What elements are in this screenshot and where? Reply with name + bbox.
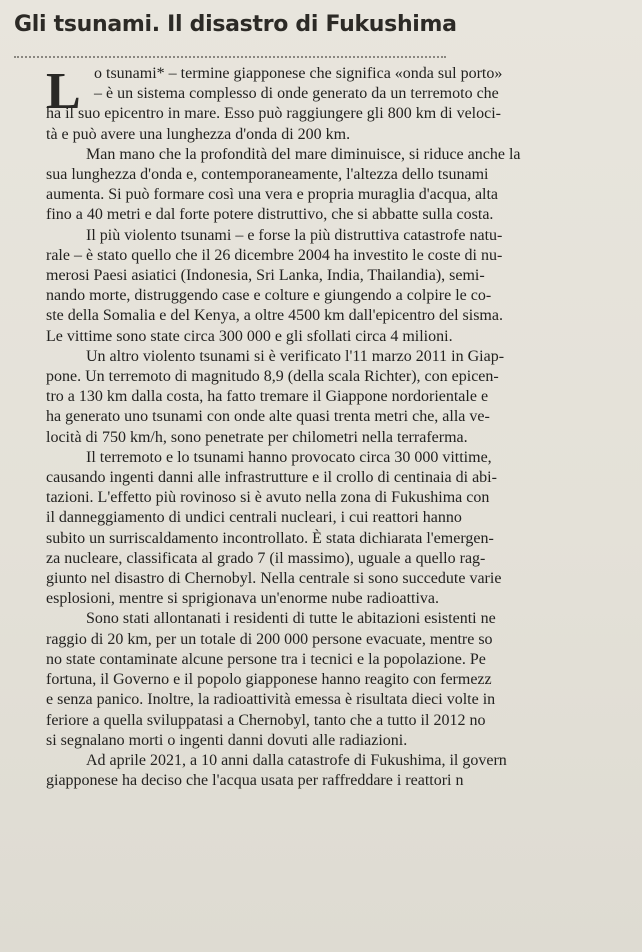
text-line: ha il suo epicentro in mare. Esso può raggiungere gli 800 km di veloci- xyxy=(46,105,501,123)
text-line: Un altro violento tsunami si è verificato l'11 marzo 2011 in Giap- xyxy=(86,347,505,365)
text-line: Man mano che la profondità del mare diminuisce, si riduce anche la xyxy=(86,145,521,163)
text-line: causando ingenti danni alle infrastrutture e il crollo di centinaia di abi- xyxy=(46,469,497,487)
text-line: za nucleare, classificata al grado 7 (il massimo), uguale a quello rag- xyxy=(46,549,486,567)
text-line: sua lunghezza d'onda e, contemporaneamente, l'altezza dello tsunami xyxy=(46,166,489,184)
text-line: esplosioni, mentre si sprigionava un'enorme nube radioattiva. xyxy=(46,590,440,608)
text-line: Sono stati allontanati i residenti di tutte le abitazioni esistenti ne xyxy=(86,610,496,628)
text-line: Ad aprile 2021, a 10 anni dalla catastrofe di Fukushima, il govern xyxy=(86,751,507,769)
text-line: merosi Paesi asiatici (Indonesia, Sri Lanka, India, Thailandia), semi- xyxy=(46,267,485,285)
text-line: il danneggiamento di undici centrali nucleari, i cui reattori hanno xyxy=(46,509,462,527)
text-line: tà e può avere una lunghezza d'onda di 200 km. xyxy=(46,125,351,143)
text-line: e senza panico. Inoltre, la radioattività emessa è risultata dieci volte in xyxy=(46,691,496,709)
text-line: pone. Un terremoto di magnitudo 8,9 (della scala Richter), con epicen- xyxy=(46,368,499,386)
title-divider xyxy=(14,56,446,58)
drop-cap: L xyxy=(46,63,81,120)
article-body xyxy=(46,64,624,791)
text-line: ste della Somalia e del Kenya, a oltre 4500 km dall'epicentro del sisma. xyxy=(46,307,503,325)
text-line: no state contaminate alcune persone tra i tecnici e la popolazione. Pe xyxy=(46,650,486,668)
text-line: fino a 40 metri e dal forte potere distruttivo, che si abbatte sulla costa. xyxy=(46,206,494,224)
text-line: subito un surriscaldamento incontrollato. È stata dichiarata l'emergen- xyxy=(46,529,494,547)
text-line: aumenta. Si può formare così una vera e propria muraglia d'acqua, alta xyxy=(46,186,499,204)
text-line: – è un sistema complesso di onde generato da un terremoto che xyxy=(94,85,499,103)
text-line: tro a 130 km dalla costa, ha fatto tremare il Giappone nordorientale e xyxy=(46,388,489,406)
text-line: rale – è stato quello che il 26 dicembre 2004 ha investito le coste di nu- xyxy=(46,246,503,264)
text-line: tazioni. L'effetto più rovinoso si è avuto nella zona di Fukushima con xyxy=(46,489,490,507)
text-line: si segnalano morti o ingenti danni dovuti alle radiazioni. xyxy=(46,731,408,749)
text-line: Il terremoto e lo tsunami hanno provocato circa 30 000 vittime, xyxy=(86,448,492,466)
text-line: giunto nel disastro di Chernobyl. Nella centrale si sono succedute varie xyxy=(46,570,502,588)
text-line: giapponese ha deciso che l'acqua usata per raffreddare i reattori n xyxy=(46,772,464,790)
text-line: fortuna, il Governo e il popolo giapponese hanno reagito con fermezz xyxy=(46,671,492,689)
text-line: locità di 750 km/h, sono penetrate per chilometri nella terraferma. xyxy=(46,428,468,446)
text-line: raggio di 20 km, per un totale di 200 000 persone evacuate, mentre so xyxy=(46,630,493,648)
text-line: o tsunami* – termine giapponese che significa «onda sul porto» xyxy=(94,65,503,82)
text-line: feriore a quella sviluppatasi a Chernobyl, tanto che a tutto il 2012 no xyxy=(46,711,486,729)
document-title: Gli tsunami. Il disastro di Fukushima xyxy=(14,12,457,37)
text-line: ha generato uno tsunami con onde alte quasi trenta metri che, alla ve- xyxy=(46,408,490,426)
text-line: Il più violento tsunami – e forse la più distruttiva catastrofe natu- xyxy=(86,226,503,244)
text-line: Le vittime sono state circa 300 000 e gli sfollati circa 4 milioni. xyxy=(46,327,453,345)
text-line: nando morte, distruggendo case e colture e giungendo a colpire le co- xyxy=(46,287,492,305)
